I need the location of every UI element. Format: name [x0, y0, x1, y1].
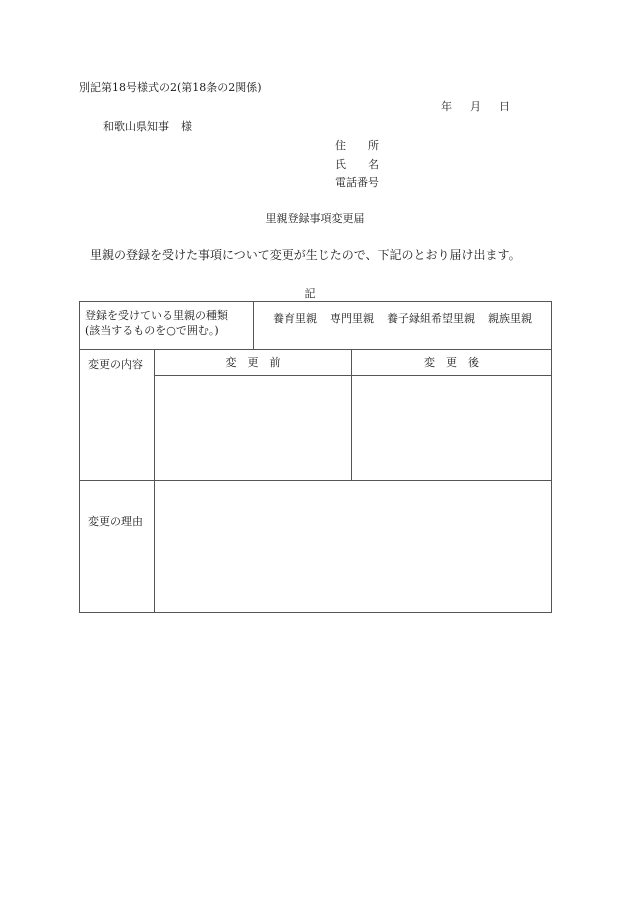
- change-content-label: 変更の内容: [80, 350, 155, 481]
- before-content-field[interactable]: [155, 376, 352, 481]
- kind-row: [80, 302, 552, 350]
- body-text: 里親の登録を受けた事項について変更が生じたので、下記のとおり届け出ます。: [90, 248, 521, 262]
- change-form-table: [79, 301, 552, 613]
- date-year: 年: [441, 100, 452, 113]
- change-header-row: [80, 350, 552, 376]
- option-kinship-foster-parent[interactable]: 親族里親: [488, 312, 532, 325]
- form-reference: 別記第18号様式の2(第18条の2関係): [79, 81, 262, 94]
- kind-label-cell: [80, 302, 254, 350]
- date-line: [441, 100, 510, 114]
- reason-label: 変更の理由: [80, 481, 155, 613]
- phone-label: 電話番号: [335, 176, 379, 189]
- date-month: 月: [470, 100, 481, 113]
- after-content-field[interactable]: [352, 376, 552, 481]
- option-specialized-foster-parent[interactable]: 専門里親: [330, 312, 374, 325]
- ki-heading: 記: [304, 287, 316, 300]
- kind-label-line-2: (該当するものを○で囲む。): [85, 324, 219, 337]
- address-label: 住 所: [335, 139, 379, 152]
- kind-label-line-1: 登録を受けている里親の種類: [85, 309, 228, 322]
- document-title: 里親登録事項変更届: [265, 212, 365, 225]
- reason-row: [80, 481, 552, 613]
- option-foster-parent[interactable]: 養育里親: [273, 312, 317, 325]
- before-header: 変 更 前: [155, 350, 352, 376]
- kind-options-cell: [254, 302, 552, 350]
- reason-field[interactable]: [155, 481, 552, 613]
- date-day: 日: [499, 100, 510, 113]
- applicant-fields: [335, 137, 379, 193]
- option-adoption-foster-parent[interactable]: 養子縁組希望里親: [387, 312, 475, 325]
- addressee-honorific: 様: [181, 120, 192, 133]
- after-header: 変 更 後: [352, 350, 552, 376]
- name-label: 氏 名: [335, 157, 379, 171]
- addressee-name: 和歌山県知事: [103, 120, 169, 133]
- addressee: [103, 120, 192, 134]
